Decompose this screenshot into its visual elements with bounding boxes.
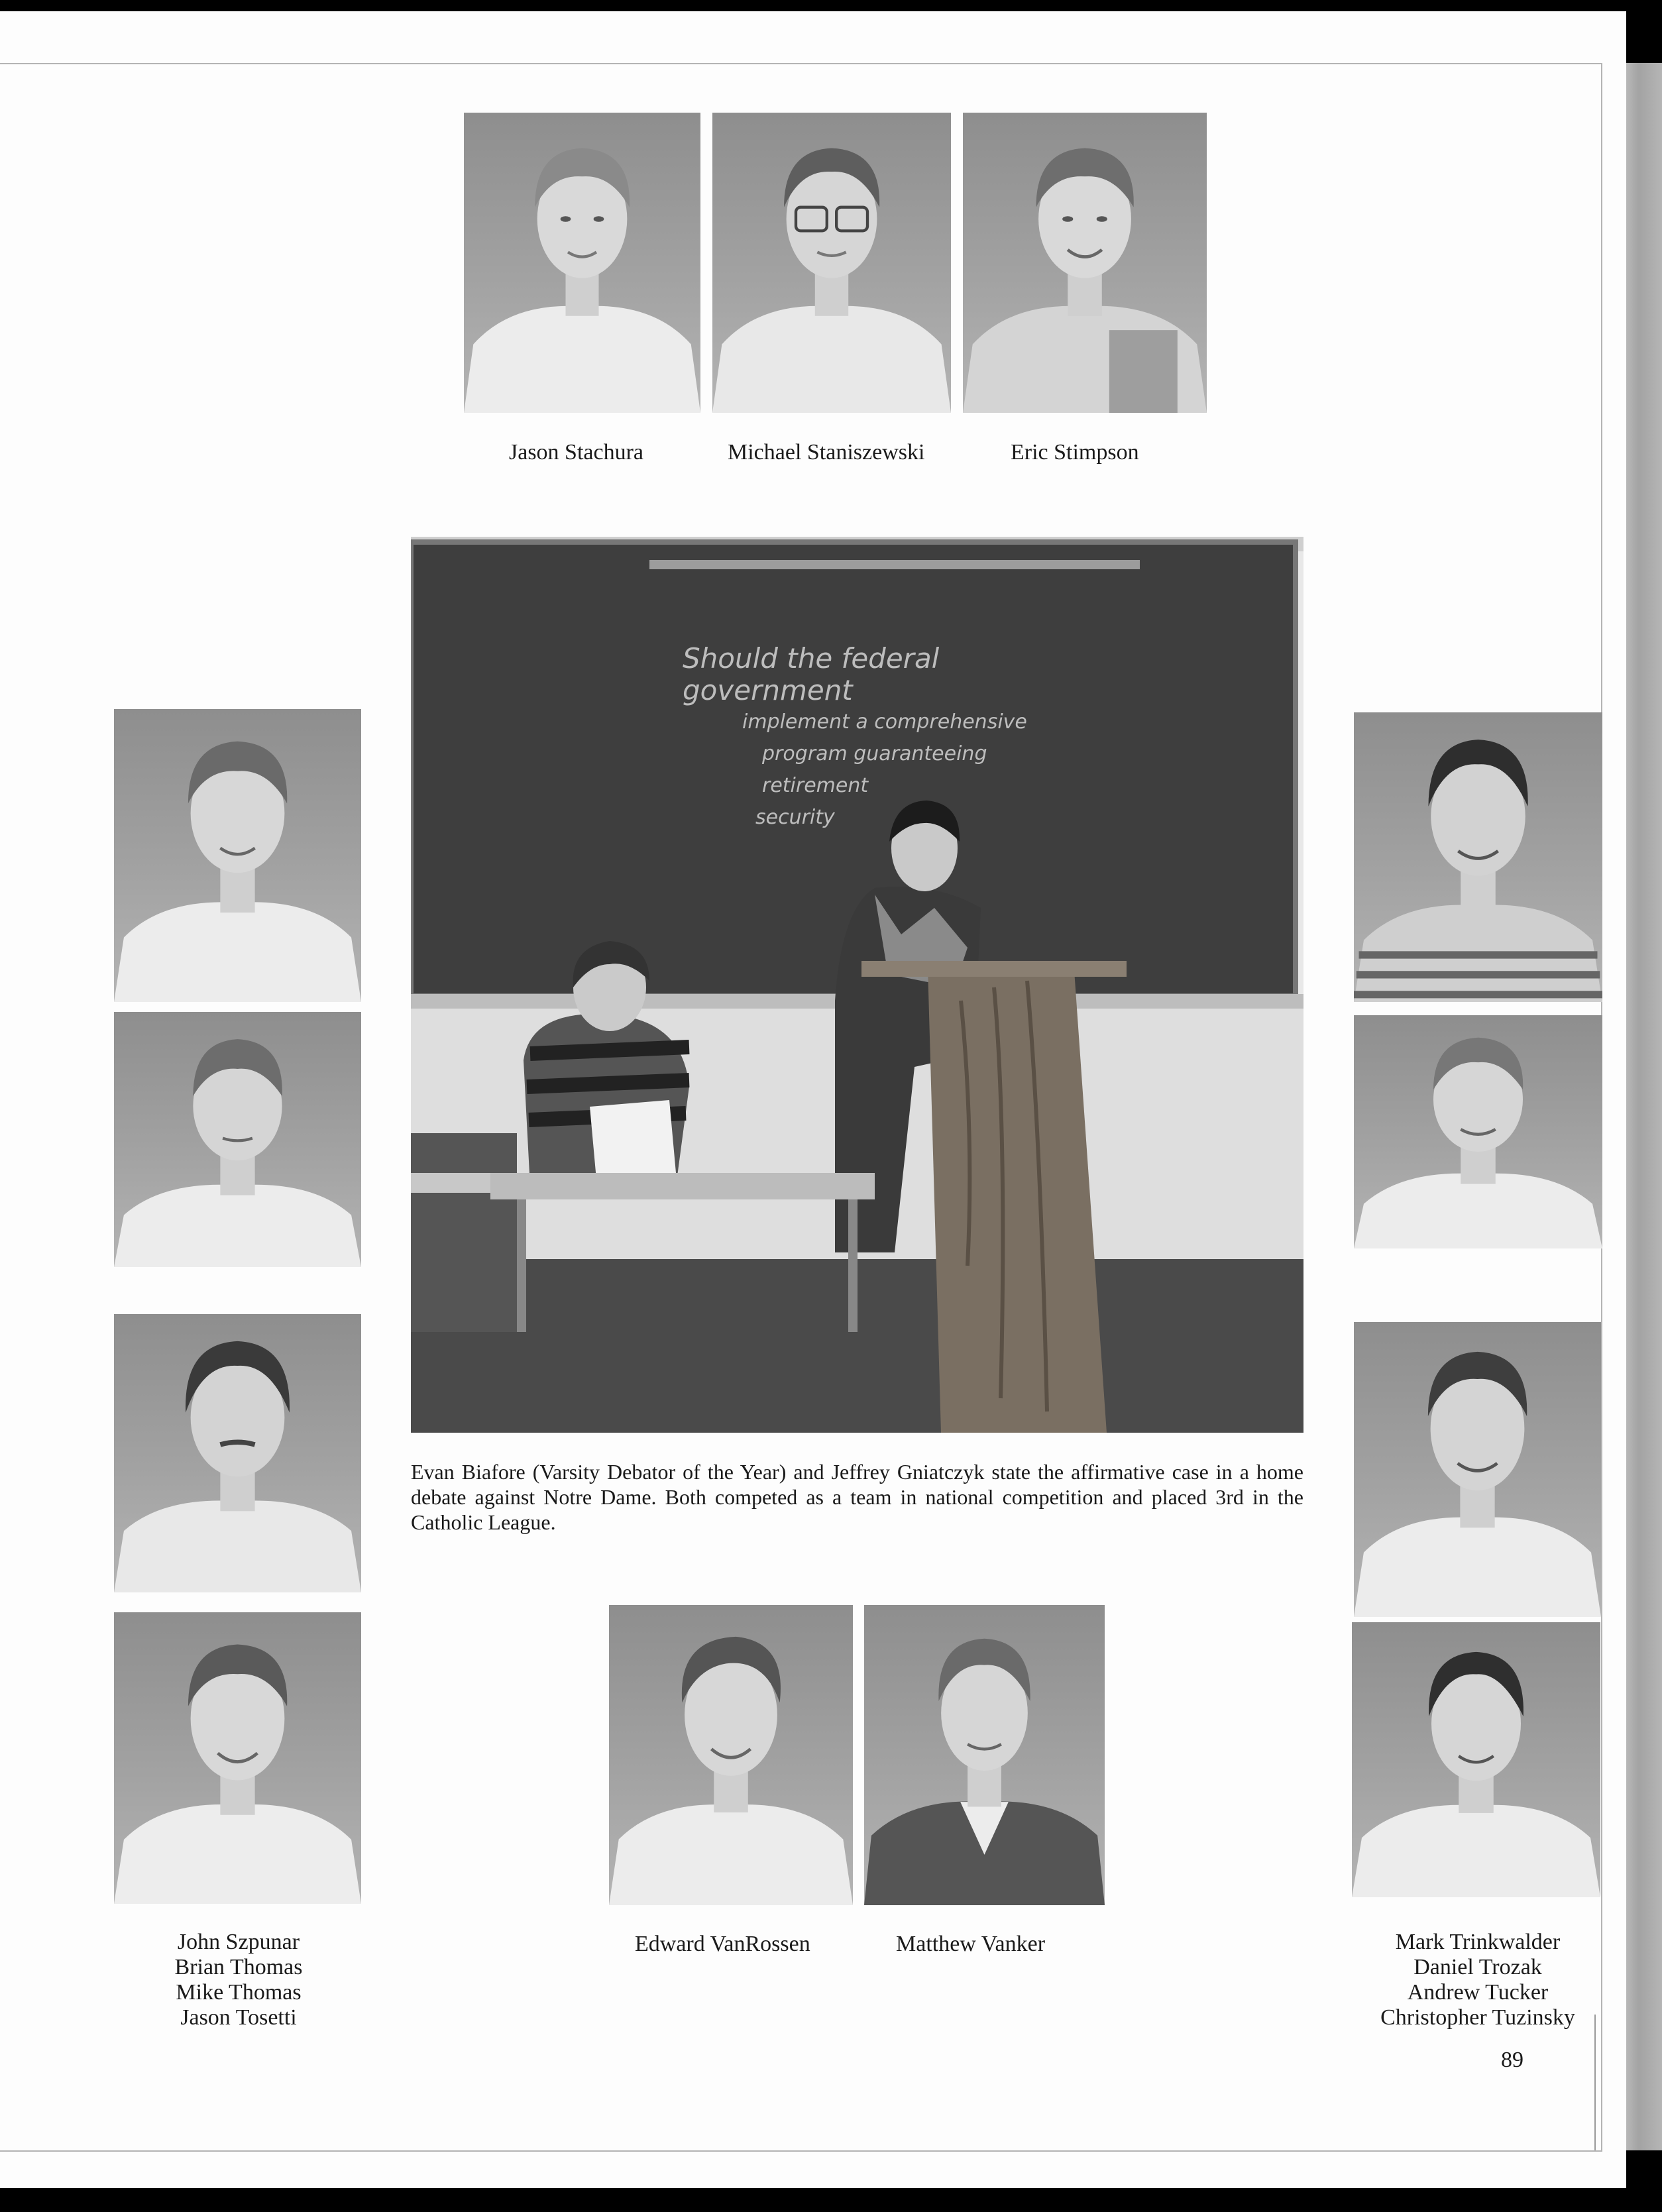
portrait-michael-staniszewski [712, 113, 951, 413]
portrait-christopher-tuzinsky [1352, 1622, 1600, 1897]
name-john-szpunar: John Szpunar [177, 1930, 300, 1954]
chalk-line: security [755, 806, 835, 829]
portrait-john-szpunar [114, 709, 361, 1002]
photo-caption: Evan Biafore (Varsity Debator of the Year) and Jeffrey Gniatczyk state the affirmative case in a home debate against Notre Dame. Both competed as a team in national competition and placed 3rd in the Catholic League. [411, 1460, 1303, 1534]
portrait-figure [963, 113, 1207, 413]
top-border-rule [0, 63, 1602, 64]
portrait-mike-thomas [114, 1314, 361, 1592]
name-brian-thomas: Brian Thomas [174, 1955, 303, 1979]
portrait-andrew-tucker [1354, 1322, 1601, 1617]
name-jason-stachura: Jason Stachura [509, 440, 644, 465]
name-andrew-tucker: Andrew Tucker [1407, 1980, 1549, 2005]
name-mike-thomas: Mike Thomas [176, 1980, 302, 2005]
portrait-mark-trinkwalder [1354, 712, 1602, 1002]
chalk-line: Should the federal government [683, 642, 940, 706]
portrait-figure [1354, 1015, 1602, 1248]
portrait-figure [114, 709, 361, 1002]
portrait-jason-tosetti [114, 1612, 361, 1904]
name-christopher-tuzinsky: Christopher Tuzinsky [1380, 2005, 1575, 2030]
page-number: 89 [1501, 2048, 1524, 2072]
portrait-figure [114, 1012, 361, 1267]
chalk-line: program guaranteeing retirement [762, 742, 987, 797]
right-column-names [1345, 1930, 1610, 2030]
debate-candid-photo [411, 537, 1303, 1433]
portrait-brian-thomas [114, 1012, 361, 1267]
portrait-daniel-trozak [1354, 1015, 1602, 1248]
chalkboard-writing [683, 643, 1054, 834]
name-edward-vanrossen: Edward VanRossen [635, 1932, 810, 1956]
portrait-figure [114, 1612, 361, 1904]
portrait-figure [1354, 712, 1602, 1002]
name-eric-stimpson: Eric Stimpson [1011, 440, 1139, 465]
portrait-figure [464, 113, 700, 413]
portrait-figure [609, 1605, 853, 1905]
corner-mark [1594, 2015, 1596, 2150]
chalk-line: implement a comprehensive [742, 710, 1027, 734]
name-jason-tosetti: Jason Tosetti [180, 2005, 297, 2030]
portrait-edward-vanrossen [609, 1605, 853, 1905]
portrait-figure [712, 113, 951, 413]
portrait-matthew-vanker [864, 1605, 1105, 1905]
page-edge-shadow [1626, 63, 1662, 2150]
portrait-jason-stachura [464, 113, 700, 413]
portrait-figure [864, 1605, 1105, 1905]
bottom-border-rule [0, 2150, 1602, 2152]
portrait-eric-stimpson [963, 113, 1207, 413]
portrait-figure [1354, 1322, 1601, 1617]
portrait-figure [1352, 1622, 1600, 1897]
name-mark-trinkwalder: Mark Trinkwalder [1395, 1930, 1561, 1954]
portrait-figure [114, 1314, 361, 1592]
name-matthew-vanker: Matthew Vanker [896, 1932, 1046, 1956]
left-column-names [119, 1930, 358, 2030]
name-michael-staniszewski: Michael Staniszewski [728, 440, 925, 465]
name-daniel-trozak: Daniel Trozak [1413, 1955, 1542, 1979]
